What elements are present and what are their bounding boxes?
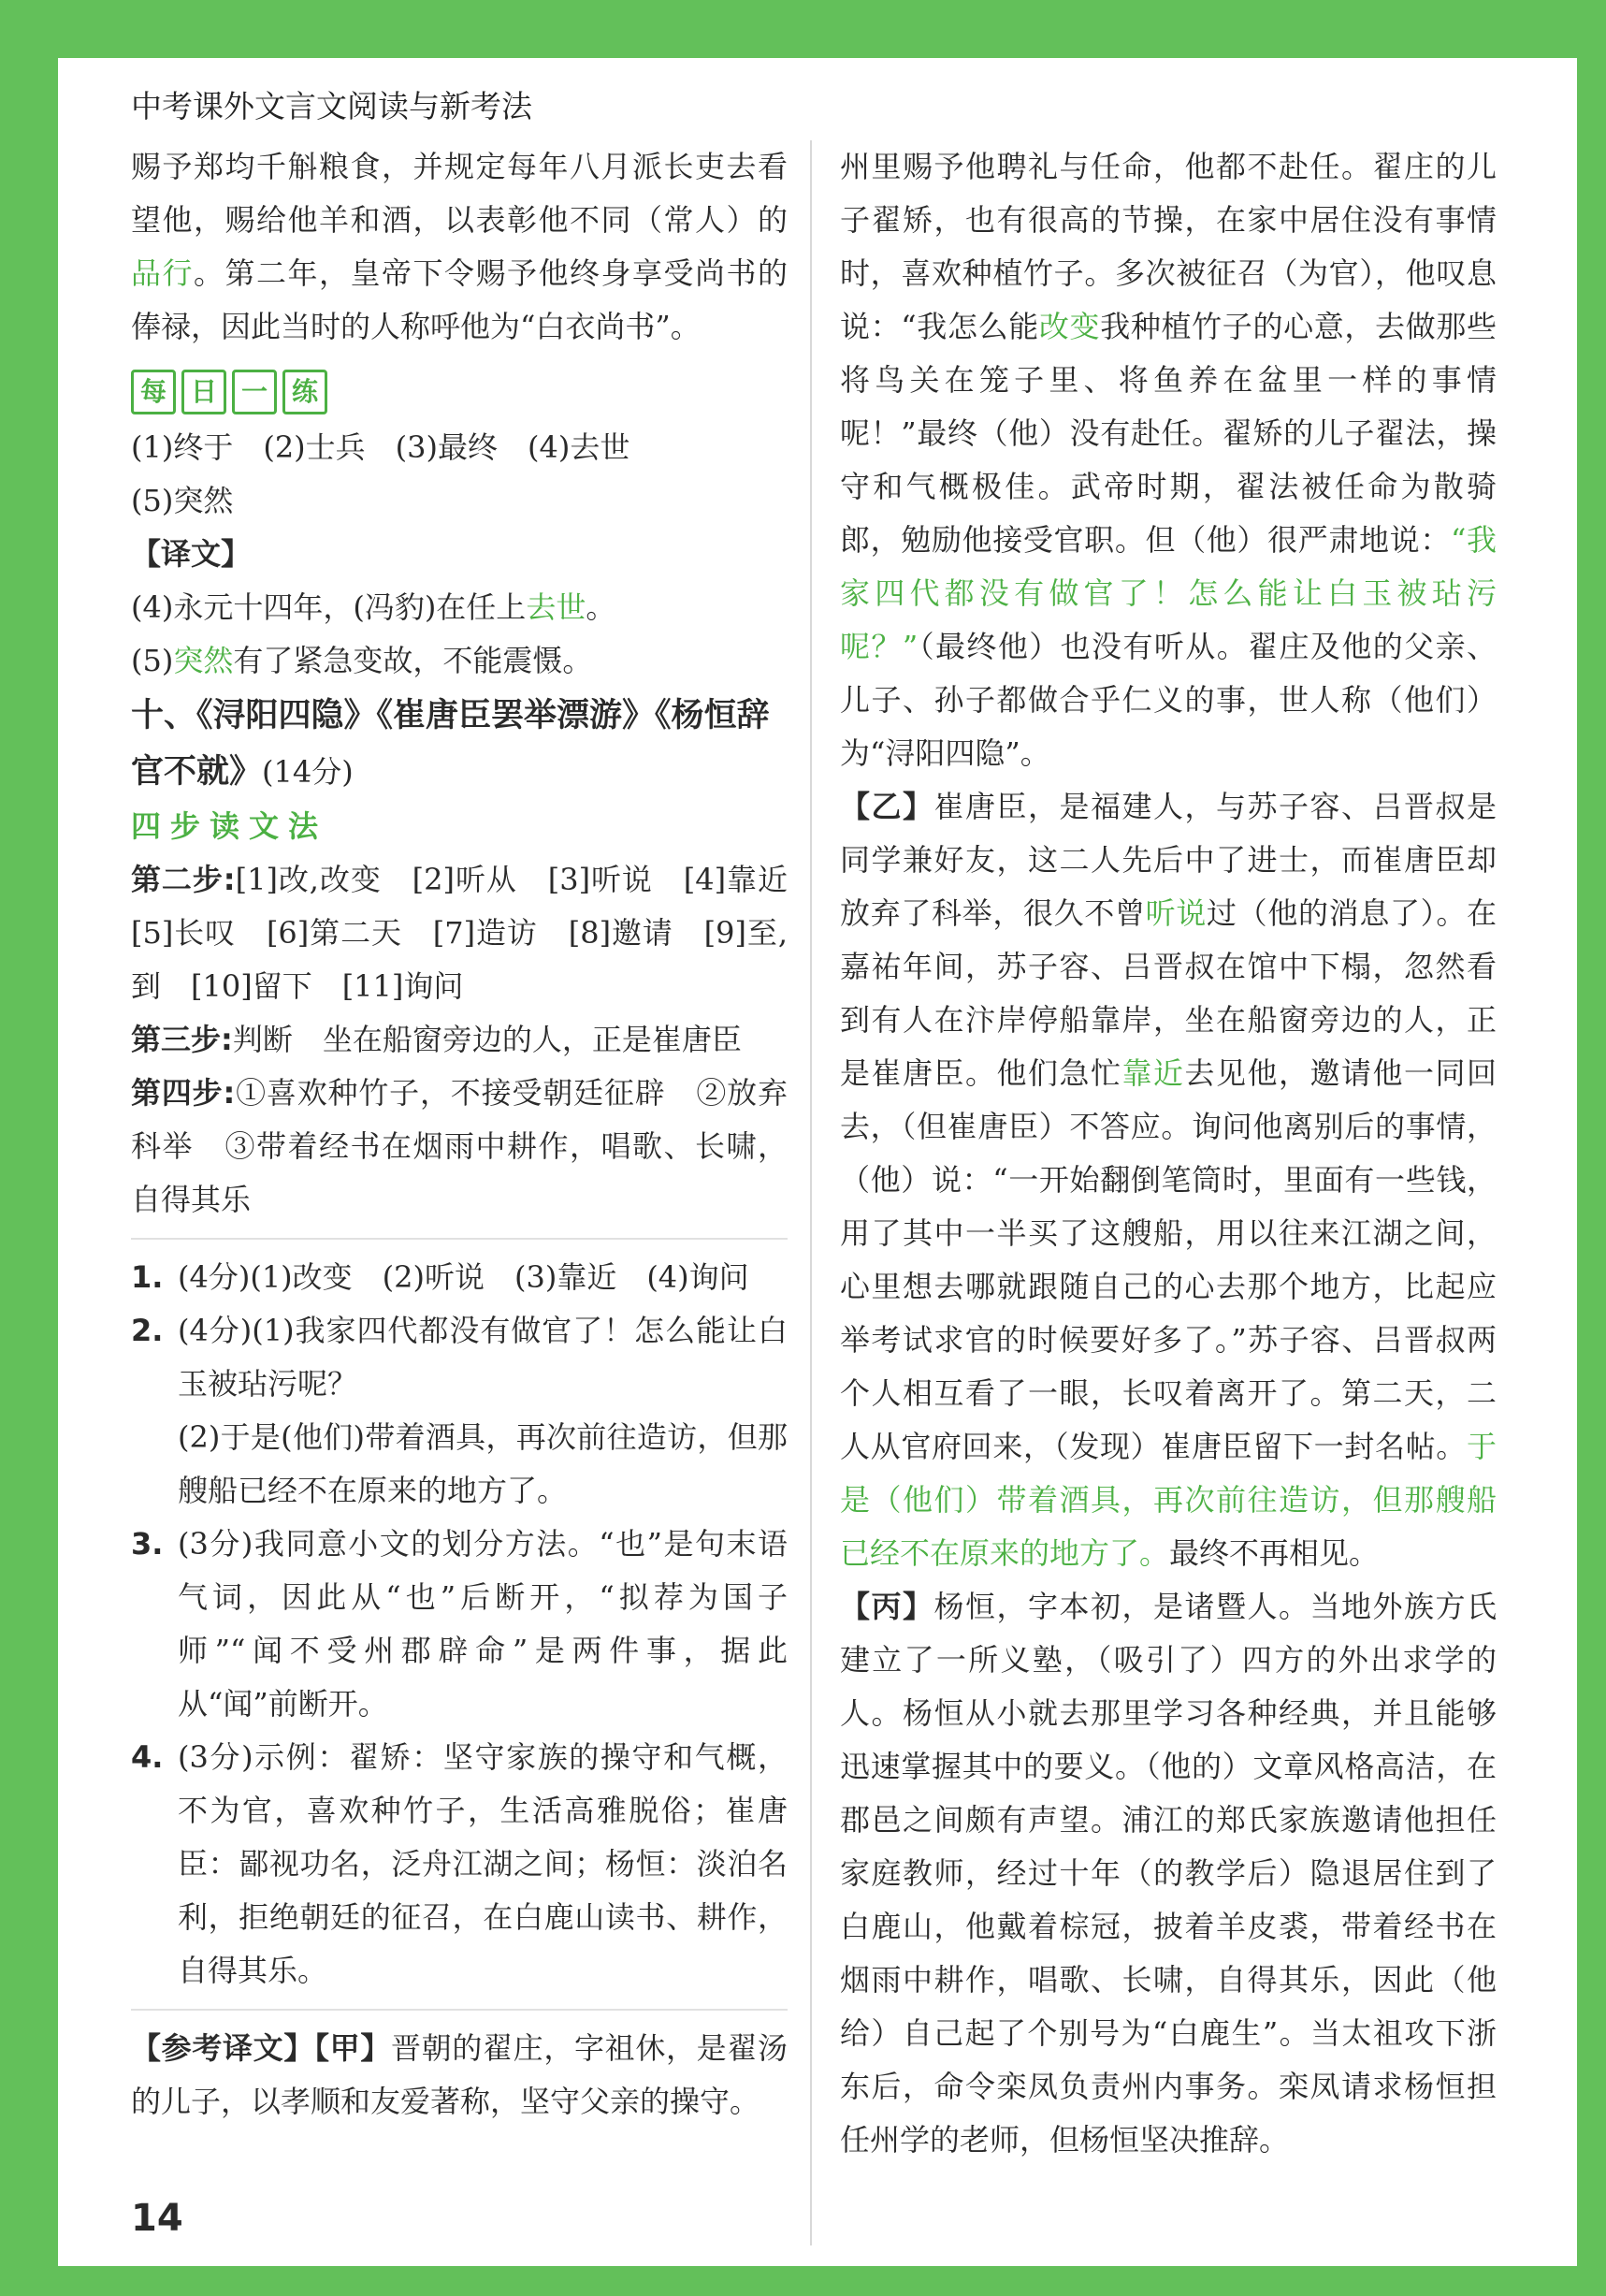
answer-text: (4分)(1)改变 (2)听说 (3)靠近 (4)询问: [178, 1259, 749, 1295]
left-column: [131, 140, 817, 2129]
step-label: 第四步:: [131, 1075, 236, 1111]
step-text: 判断 坐在船窗旁边的人，正是崔唐臣: [232, 1022, 742, 1057]
answer-text: (3分)示例：翟矫：坚守家族的操守和气概，不为官，喜欢种竹子，生活高雅脱俗；崔唐臣：鄙视功名，泛舟江湖之间；杨恒：淡泊名利，拒绝朝廷的征召，在白鹿山读书、耕作，自得其乐。: [178, 1739, 788, 1988]
step3: [131, 1013, 788, 1067]
answer-number: 1.: [131, 1259, 164, 1295]
reference-text: 晋朝的翟庄，字祖休，是翟汤的儿子，以孝顺和友爱著称，坚守父亲的操守。: [131, 2030, 788, 2119]
intro-text-b: 。第二年，皇帝下令赐予他终身享受尚书的俸禄，因此当时的人称呼他为“白衣尚书”。: [131, 255, 788, 344]
section-score: (14分): [262, 754, 354, 790]
jia-highlight: “我家四代都没有做官了！怎么能让白玉被玷污呢？”: [840, 522, 1497, 664]
page-number: 14: [131, 2197, 183, 2240]
translation-text: (4)永元十四年，(冯豹)在任上: [131, 589, 527, 625]
intro-highlight: 品行: [131, 255, 194, 291]
answer-number: 4.: [131, 1739, 164, 1775]
jia-text: （最终他）也没有听从。翟庄及他的父亲、儿子、孙子都做合乎仁义的事，世人称（他们）为“浔阳四隐”。: [840, 629, 1497, 771]
yi-highlight: 靠近: [1121, 1055, 1185, 1091]
answer-item-2: [131, 1304, 788, 1518]
yi-text: 崔唐臣，是福建人，与苏子容、吕晋叔是同学兼好友，这二人先后中了进士，而崔唐臣却放弃了科举，很久不曾: [840, 789, 1497, 931]
step-text: ①喜欢种竹子，不接受朝廷征辟 ②放弃科举 ③带着经书在烟雨中耕作，唱歌、长啸，自得其乐: [131, 1075, 788, 1217]
yi-label: 【乙】: [840, 789, 934, 824]
page-header-title: 中考课外文言文阅读与新考法: [131, 88, 532, 124]
daily-answers-line2: (5)突然: [131, 483, 234, 518]
yi-text: 最终不再相见。: [1169, 1535, 1380, 1571]
green-side-tab: [1577, 19, 1606, 2277]
translation-line2: [131, 634, 788, 688]
answer-text: (3分)我同意小文的划分方法。“也”是句末语气词，因此从“也”后断开，“拟荐为国子师”“闻不受州郡辟命”是两件事，据此从“闻”前断开。: [178, 1526, 788, 1722]
answer-text: (4分)(1)我家四代都没有做官了！怎么能让白玉被玷污呢？: [178, 1313, 788, 1402]
badge-char: 一: [232, 370, 277, 414]
four-steps-title: 四步读文法: [131, 808, 328, 844]
answer-item-3: [131, 1518, 788, 1731]
answer-number: 3.: [131, 1526, 164, 1562]
bing-label: 【丙】: [840, 1589, 934, 1624]
intro-paragraph: [131, 140, 788, 354]
reference-translation: [131, 2022, 788, 2129]
intro-text-a: 赐予郑均千斛粮食，并规定每年八月派长吏去看望他，赐给他羊和酒，以表彰他不同（常人）的: [131, 149, 788, 238]
divider-line: [131, 1238, 788, 1240]
jia-text: 我种植竹子的心意，去做那些将鸟关在笼子里、将鱼养在盆里一样的事情呢！”最终（他）没有赴任。翟矫的儿子翟法，操守和气概极佳。武帝时期，翟法被任命为散骑郎，勉励他接受官职。但（他）很严肃地说：: [840, 309, 1497, 558]
yi-paragraph: [840, 780, 1497, 1580]
translation-text: 有了紧急变故，不能震慑。: [233, 643, 593, 678]
yi-text: 去见他，邀请他一同回去，（但崔唐臣）不答应。询问他离别后的事情，（他）说：“一开始翻倒笔筒时，里面有一些钱，用了其中一半买了这艘船，用以往来江湖之间，心里想去哪就跟随自己的心去那个地方，比起应举考试求官的时候要好多了。”苏子容、吕晋叔两个人相互看了一眼，长叹着离开了。第二天，二人从官府回来，（发现）崔唐臣留下一封名帖。: [840, 1055, 1497, 1464]
divider-line: [131, 2009, 788, 2011]
translation-line1: [131, 581, 788, 634]
step-text: [1]改,改变 [2]听从 [3]听说 [4]靠近 [5]长叹 [6]第二天 [7]造访 [8]邀请 [9]至,到 [10]留下 [11]询问: [131, 862, 817, 1004]
bing-paragraph: [840, 1580, 1497, 2167]
column-divider: [810, 140, 812, 2245]
daily-practice-badge: [131, 369, 788, 415]
translation-text: 。: [586, 589, 616, 625]
yi-text: 过（他的消息了）。在嘉祐年间，苏子容、吕晋叔在馆中下榻，忽然看到有人在汴岸停船靠岸，坐在船窗旁边的人，正是崔唐臣。他们急忙: [840, 895, 1497, 1091]
translation-highlight: 突然: [173, 643, 234, 678]
section-title-text: 十、《浔阳四隐》《崔唐臣罢举漂游》《杨恒辞官不就》: [131, 697, 770, 791]
step4: [131, 1067, 788, 1227]
daily-answers-line1: (1)终于 (2)士兵 (3)最终 (4)去世: [131, 429, 630, 465]
step2: [131, 853, 817, 1013]
bing-text: 杨恒，字本初，是诸暨人。当地外族方氏建立了一所义塾，（吸引了）四方的外出求学的人。杨恒从小就去那里学习各种经典，并且能够迅速掌握其中的要义。（他的）文章风格高洁，在郡邑之间颇有声望。浦江的郑氏家族邀请他担任家庭教师，经过十年（的教学后）隐退居住到了白鹿山，他戴着棕冠，披着羊皮裘，带着经书在烟雨中耕作，唱歌、长啸，自得其乐，因此（他给）自己起了个别号为“白鹿生”。当太祖攻下浙东后，命令栾凤负责州内事务。栾凤请求杨恒担任州学的老师，但杨恒坚决推辞。: [840, 1589, 1497, 2158]
translation-label: 【译文】: [131, 536, 252, 572]
badge-char: 练: [282, 370, 327, 414]
jia-text: 州里赐予他聘礼与任命，他都不赴任。翟庄的儿子翟矫，也有很高的节操，在家中居住没有事情时，喜欢种植竹子。多次被征召（为官），他叹息说：“我怎么能: [840, 149, 1497, 344]
translation-highlight: 去世: [526, 589, 586, 625]
answer-item-4: [131, 1731, 788, 1998]
section-title: [131, 688, 788, 800]
jia-highlight: 改变: [1038, 309, 1101, 344]
translation-text: (5): [131, 643, 174, 678]
badge-char: 每: [131, 370, 176, 414]
yi-highlight: 于是（他们）带着酒具，再次前往造访，但那艘船已经不在原来的地方了。: [840, 1429, 1497, 1571]
answer-text: (2)于是(他们)带着酒具，再次前往造访，但那艘船已经不在原来的地方了。: [178, 1419, 788, 1508]
step-label: 第三步:: [131, 1022, 233, 1057]
answer-number: 2.: [131, 1313, 164, 1348]
answer-item-1: [131, 1251, 788, 1304]
step-label: 第二步:: [131, 862, 236, 897]
jia-continued: [840, 140, 1497, 780]
badge-char: 日: [181, 370, 226, 414]
right-column: [840, 140, 1497, 2167]
yi-highlight: 听说: [1145, 895, 1207, 931]
reference-label: 【参考译文】【甲】: [131, 2030, 391, 2066]
